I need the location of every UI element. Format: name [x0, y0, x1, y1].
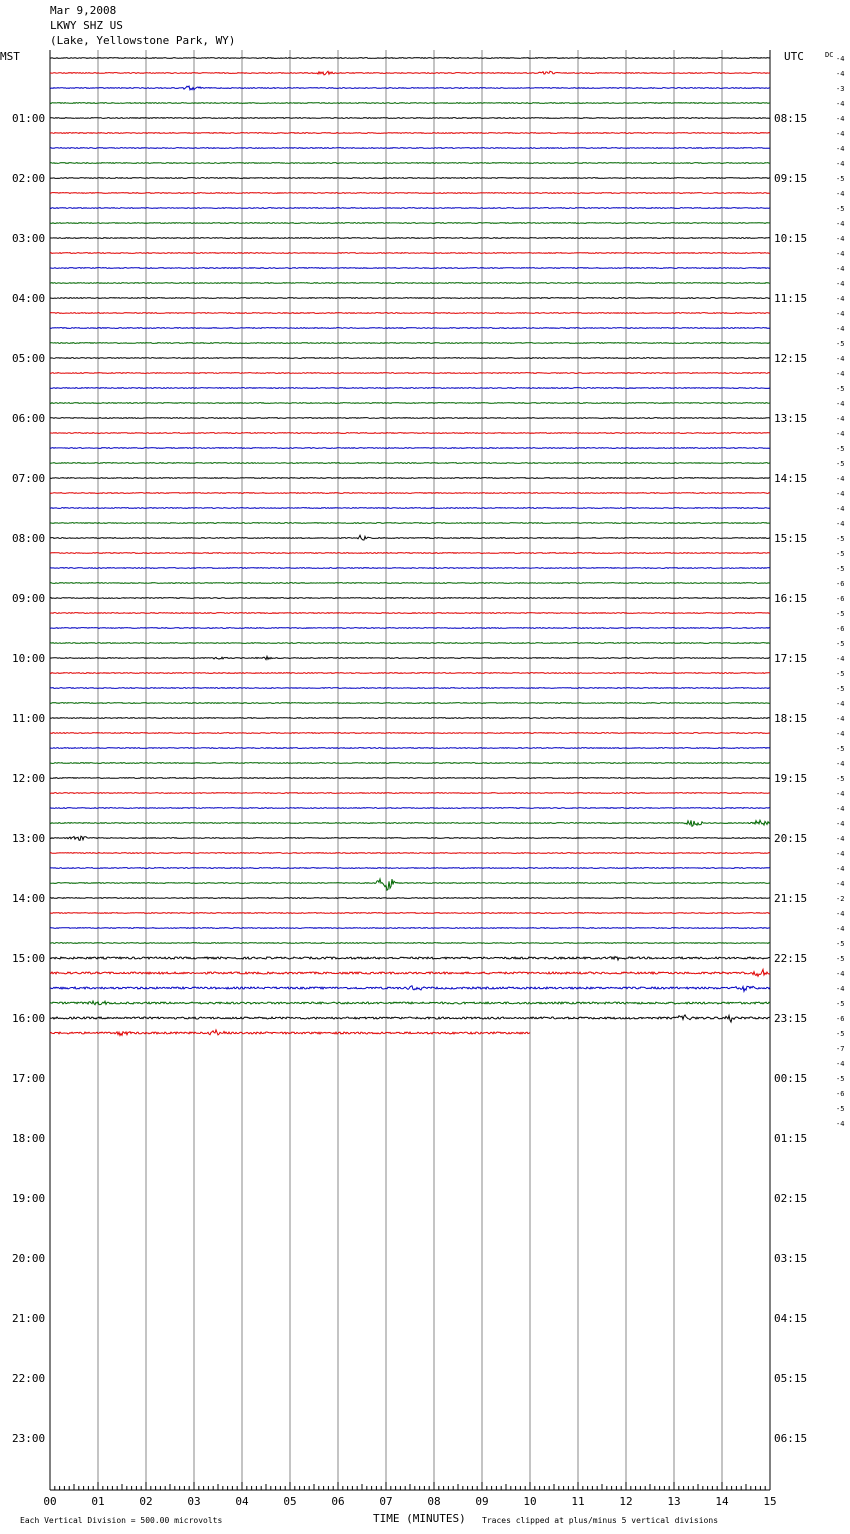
trace-46 [50, 748, 770, 749]
dc-offset-label: -5 [836, 685, 845, 693]
x-tick-label: 09 [475, 1495, 489, 1508]
mst-hour-label: 04:00 [12, 292, 46, 305]
trace-11 [50, 223, 770, 224]
trace-21 [50, 373, 770, 374]
trace-5 [50, 133, 770, 134]
dc-offset-label: -4 [836, 415, 845, 423]
trace-27 [50, 463, 770, 464]
plot-date: Mar 9,2008 [50, 4, 117, 17]
dc-offset-label: -4 [836, 250, 845, 258]
dc-offset-label: -4 [836, 370, 845, 378]
mst-hour-label: 20:00 [12, 1252, 46, 1265]
x-tick-label: 07 [379, 1495, 393, 1508]
utc-hour-label: 12:15 [774, 352, 808, 365]
dc-offset-label: -3 [836, 85, 845, 93]
mst-hour-label: 06:00 [12, 412, 46, 425]
utc-hour-label: 22:15 [774, 952, 808, 965]
dc-offset-label: -5 [836, 610, 845, 618]
mst-hour-label: 13:00 [12, 832, 46, 845]
utc-hour-label: 16:15 [774, 592, 808, 605]
trace-15 [50, 283, 770, 284]
mst-hour-label: 15:00 [12, 952, 46, 965]
utc-hour-label: 02:15 [774, 1192, 808, 1205]
trace-24 [50, 418, 770, 419]
trace-16 [50, 298, 770, 299]
trace-26 [50, 448, 770, 449]
dc-offset-label: -5 [836, 550, 845, 558]
utc-hour-label: 00:15 [774, 1072, 808, 1085]
utc-hour-label: 19:15 [774, 772, 808, 785]
trace-34 [50, 568, 770, 569]
dc-offset-label: -4 [836, 400, 845, 408]
dc-offset-label: -4 [836, 715, 845, 723]
trace-17 [50, 313, 770, 314]
trace-59 [50, 943, 770, 944]
trace-54 [50, 868, 770, 869]
dc-offset-label: -4 [836, 985, 845, 993]
mst-hour-label: 23:00 [12, 1432, 46, 1445]
dc-offset-label: -4 [836, 355, 845, 363]
x-tick-label: 14 [715, 1495, 729, 1508]
minute-gridlines [50, 50, 770, 1490]
dc-offset-labels [836, 55, 844, 1128]
mst-hour-label: 05:00 [12, 352, 46, 365]
dc-offset-label: -4 [836, 100, 845, 108]
utc-hour-label: 13:15 [774, 412, 808, 425]
dc-offset-label: -5 [836, 565, 845, 573]
dc-offset-label: -5 [836, 1105, 845, 1113]
x-tick-label: 10 [523, 1495, 537, 1508]
x-tick-label: 13 [667, 1495, 681, 1508]
dc-offset-label: -4 [836, 970, 845, 978]
dc-offset-label: -4 [836, 790, 845, 798]
trace-57 [50, 913, 770, 914]
dc-offset-label: -4 [836, 220, 845, 228]
trace-49 [50, 793, 770, 794]
x-tick-label: 03 [187, 1495, 201, 1508]
dc-offset-label: -4 [836, 850, 845, 858]
trace-12 [50, 238, 770, 239]
x-tick-label: 02 [139, 1495, 153, 1508]
dc-offset-label: -4 [836, 925, 845, 933]
x-tick-label: 00 [43, 1495, 57, 1508]
dc-offset-label: -5 [836, 535, 845, 543]
dc-offset-label: -4 [836, 55, 845, 63]
dc-offset-label: -4 [836, 70, 845, 78]
dc-offset-label: -5 [836, 1030, 845, 1038]
dc-offset-label: -4 [836, 115, 845, 123]
x-tick-label: 01 [91, 1495, 105, 1508]
mst-hour-label: 12:00 [12, 772, 46, 785]
trace-7 [50, 163, 770, 164]
x-tick-label: 05 [283, 1495, 297, 1508]
trace-52 [50, 836, 770, 840]
trace-62 [50, 986, 770, 992]
trace-40 [50, 656, 770, 659]
trace-48 [50, 778, 770, 779]
dc-offset-label: -5 [836, 460, 845, 468]
x-tick-label: 11 [571, 1495, 585, 1508]
dc-offset-label: -4 [836, 430, 845, 438]
trace-53 [50, 853, 770, 854]
trace-1 [50, 71, 770, 75]
trace-35 [50, 583, 770, 584]
dc-offset-label: -5 [836, 670, 845, 678]
seismic-traces [50, 58, 770, 1036]
mst-hour-label: 22:00 [12, 1372, 46, 1385]
trace-4 [50, 118, 770, 119]
dc-offset-label: -4 [836, 760, 845, 768]
dc-offset-label: -6 [836, 625, 845, 633]
dc-offset-label: -5 [836, 775, 845, 783]
trace-45 [50, 733, 770, 734]
utc-hour-label: 15:15 [774, 532, 808, 545]
dc-offset-label: -4 [836, 655, 845, 663]
trace-55 [50, 879, 770, 890]
dc-offset-label: -4 [836, 1060, 845, 1068]
mst-hour-label: 11:00 [12, 712, 46, 725]
trace-28 [50, 478, 770, 479]
utc-hour-label: 21:15 [774, 892, 808, 905]
dc-offset-label: -4 [836, 1120, 845, 1128]
x-tick-label: 04 [235, 1495, 249, 1508]
dc-offset-label: -6 [836, 595, 845, 603]
dc-offset-label: -5 [836, 340, 845, 348]
trace-25 [50, 433, 770, 434]
dc-offset-label: -4 [836, 700, 845, 708]
dc-offset-label: -5 [836, 940, 845, 948]
dc-offset-label: -4 [836, 280, 845, 288]
utc-hour-label: 03:15 [774, 1252, 808, 1265]
mst-hour-label: 21:00 [12, 1312, 46, 1325]
dc-offset-label: -4 [836, 880, 845, 888]
x-axis-title: TIME (MINUTES) [373, 1512, 466, 1525]
trace-36 [50, 598, 770, 599]
dc-offset-label: -5 [836, 175, 845, 183]
clipping-note: Traces clipped at plus/minus 5 vertical divisions [482, 1516, 719, 1525]
mst-hour-label: 14:00 [12, 892, 46, 905]
utc-hour-label: 01:15 [774, 1132, 808, 1145]
utc-hour-label: 18:15 [774, 712, 808, 725]
trace-18 [50, 328, 770, 329]
utc-hour-label: 10:15 [774, 232, 808, 245]
dc-offset-label: -4 [836, 730, 845, 738]
dc-offset-label: -4 [836, 190, 845, 198]
dc-offset-label: -6 [836, 1090, 845, 1098]
dc-offset-label: -5 [836, 955, 845, 963]
mst-hour-label: 10:00 [12, 652, 46, 665]
dc-offset-label: -4 [836, 145, 845, 153]
trace-33 [50, 553, 770, 554]
dc-offset-label: -5 [836, 445, 845, 453]
mst-hour-label: 07:00 [12, 472, 46, 485]
mst-hour-label: 19:00 [12, 1192, 46, 1205]
trace-20 [50, 358, 770, 359]
trace-47 [50, 763, 770, 764]
trace-2 [50, 86, 770, 90]
station-id: LKWY SHZ US [50, 19, 123, 32]
vertical-division-note: Each Vertical Division = 500.00 microvolts [20, 1516, 223, 1525]
mst-hour-label: 01:00 [12, 112, 46, 125]
dc-offset-label: -4 [836, 295, 845, 303]
trace-51 [50, 820, 770, 826]
dc-offset-label: -5 [836, 745, 845, 753]
dc-offset-label: -6 [836, 1015, 845, 1023]
dc-offset-label: -7 [836, 1045, 845, 1053]
trace-43 [50, 703, 770, 704]
x-tick-label: 15 [763, 1495, 777, 1508]
trace-60 [50, 957, 770, 961]
trace-61 [50, 969, 770, 976]
dc-offset-label: -5 [836, 1000, 845, 1008]
utc-hour-label: 20:15 [774, 832, 808, 845]
utc-hour-label: 04:15 [774, 1312, 808, 1325]
trace-39 [50, 643, 770, 644]
mst-hour-label: 16:00 [12, 1012, 46, 1025]
dc-offset-label: -5 [836, 385, 845, 393]
utc-hour-label: 11:15 [774, 292, 808, 305]
dc-offset-label: -4 [836, 490, 845, 498]
utc-hour-label: 09:15 [774, 172, 808, 185]
trace-38 [50, 628, 770, 629]
dc-offset-label: -4 [836, 520, 845, 528]
dc-offset-label: -4 [836, 835, 845, 843]
station-location: (Lake, Yellowstone Park, WY) [50, 34, 236, 47]
utc-axis-label: UTC [784, 50, 804, 63]
mst-hour-label: 02:00 [12, 172, 46, 185]
dc-offset-label: -4 [836, 910, 845, 918]
trace-41 [50, 673, 770, 674]
dc-offset-label: -4 [836, 805, 845, 813]
mst-hour-label: 17:00 [12, 1072, 46, 1085]
trace-50 [50, 808, 770, 809]
dc-offset-label: -4 [836, 325, 845, 333]
trace-42 [50, 688, 770, 689]
dc-offset-label: -4 [836, 310, 845, 318]
trace-14 [50, 268, 770, 269]
utc-hour-label: 05:15 [774, 1372, 808, 1385]
utc-hour-label: 14:15 [774, 472, 808, 485]
trace-19 [50, 343, 770, 344]
dc-offset-label: -4 [836, 865, 845, 873]
dc-offset-label: -4 [836, 130, 845, 138]
trace-37 [50, 613, 770, 614]
dc-header-label: DC [825, 51, 834, 59]
trace-22 [50, 388, 770, 389]
dc-offset-label: -4 [836, 475, 845, 483]
dc-offset-label: -4 [836, 265, 845, 273]
x-tick-label: 12 [619, 1495, 633, 1508]
dc-offset-label: -4 [836, 160, 845, 168]
dc-offset-label: -4 [836, 235, 845, 243]
dc-offset-label: -4 [836, 820, 845, 828]
trace-6 [50, 148, 770, 149]
utc-hour-label: 08:15 [774, 112, 808, 125]
dc-offset-label: -2 [836, 895, 845, 903]
trace-44 [50, 718, 770, 719]
trace-31 [50, 523, 770, 524]
utc-hour-label: 23:15 [774, 1012, 808, 1025]
x-tick-label: 06 [331, 1495, 345, 1508]
trace-8 [50, 178, 770, 179]
time-axis [43, 1482, 776, 1508]
trace-9 [50, 193, 770, 194]
dc-offset-label: -4 [836, 505, 845, 513]
dc-offset-label: -5 [836, 1075, 845, 1083]
trace-29 [50, 493, 770, 494]
utc-hour-label: 17:15 [774, 652, 808, 665]
mst-hour-label: 09:00 [12, 592, 46, 605]
dc-offset-label: -6 [836, 580, 845, 588]
utc-hour-label: 06:15 [774, 1432, 808, 1445]
mst-hour-labels [12, 112, 45, 1445]
trace-30 [50, 508, 770, 509]
trace-3 [50, 103, 770, 104]
trace-32 [50, 535, 770, 540]
trace-23 [50, 403, 770, 404]
trace-56 [50, 898, 770, 899]
utc-hour-labels [774, 112, 807, 1445]
mst-axis-label: MST [0, 50, 20, 63]
dc-offset-label: -5 [836, 205, 845, 213]
trace-58 [50, 928, 770, 929]
trace-10 [50, 208, 770, 209]
x-tick-label: 08 [427, 1495, 441, 1508]
trace-63 [50, 1001, 770, 1005]
trace-64 [50, 1015, 770, 1022]
mst-hour-label: 18:00 [12, 1132, 46, 1145]
mst-hour-label: 03:00 [12, 232, 46, 245]
mst-hour-label: 08:00 [12, 532, 46, 545]
dc-offset-label: -5 [836, 640, 845, 648]
trace-13 [50, 253, 770, 254]
trace-0 [50, 58, 770, 59]
